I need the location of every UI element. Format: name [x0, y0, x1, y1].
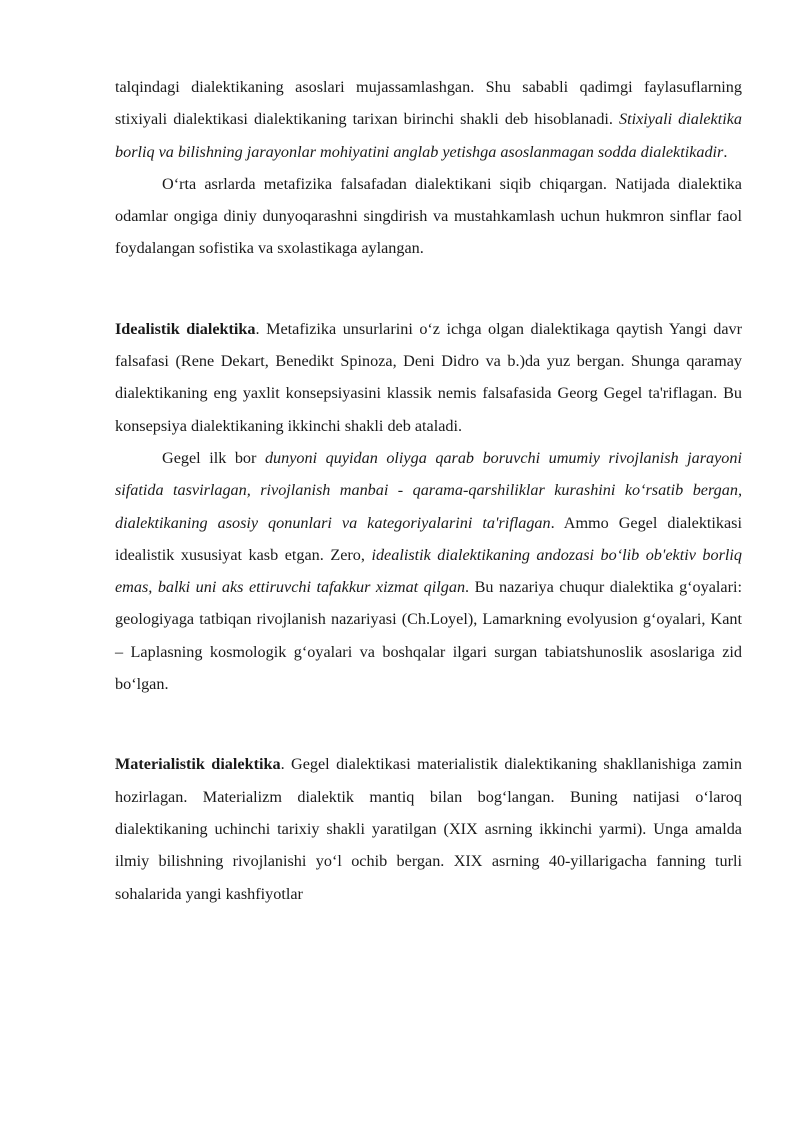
- italic-definition: Stixiyali dialektika borliq va bilishning jarayonlar mohiyatini anglab yetishga asoslanmagan sodda dialektikadir: [115, 110, 742, 161]
- paragraph-text: . Ammo Gegel dialektikasi idealistik xususiyat kasb etgan. Zero,: [115, 513, 742, 564]
- paragraph-middle-ages: O‘rta asrlarda metafizika falsafadan dialektikani siqib chiqargan. Natijada dialektika odamlar ongiga diniy dunyoqarashni singdirish va mustahkamlash uchun hukmron sinflar faol foydalangan sofistika va sxolastikaga aylangan.: [115, 174, 742, 258]
- paragraph-text: . Gegel dialektikasi materialistik dialektikaning shakllanishiga zamin hozirlagan. Materializm dialektik mantiq bilan bog‘langan. Buning natijasi o‘laroq dialektikaning uchinchi tarixiy shakli yaratilgan (XIX asrning ikkinchi yarmi). Unga amalda ilmiy bilishning rivojlanishi yo‘l ochib bergan. XIX asrning 40-yillarigacha fanning turli sohalarida yangi kashfiyotlar: [115, 755, 742, 903]
- section-heading-idealistic: Idealistik dialektika: [115, 319, 256, 338]
- italic-idealistic-model: idealistik dialektikaning andozasi bo‘lib ob'ektiv borliq emas, balki uni aks ettiruvchi tafakkur xizmat qilgan: [115, 545, 742, 597]
- paragraph-text: Gegel ilk bor: [162, 448, 265, 467]
- document-page: [115, 71, 742, 910]
- paragraph-ancient-dialectics: [115, 71, 742, 168]
- paragraph-idealistic-dialectics: [115, 313, 742, 442]
- paragraph-text: .: [723, 142, 728, 161]
- italic-hegel-contribution: dunyoni quyidan oliyga qarab boruvchi umumiy rivojlanish jarayoni sifatida tasvirlagan, rivojlanish manbai - qarama-qarshiliklar kurashini ko‘rsatib bergan, dialektikaning asosiy qonunlari va kategoriyalarini ta'riflagan: [115, 448, 742, 532]
- section-heading-materialistic: Materialistik dialektika: [115, 755, 281, 774]
- paragraph-text: . Metafizika unsurlarini o‘z ichga olgan dialektikaga qaytish Yangi davr falsafasi (Rene Dekart, Benedikt Spinoza, Deni Didro va b.)da yuz bergan. Shunga qaramay dialektikaning eng yaxlit konsepsiyasini klassik nemis falsafasida Georg Gegel ta'riflagan. Bu konsepsiya dialektikaning ikkinchi shakli deb ataladi.: [115, 319, 742, 435]
- paragraph-materialistic-dialectics: [115, 748, 742, 909]
- section-spacer: [115, 700, 742, 748]
- paragraph-text: talqindagi dialektikaning asoslari mujassamlashgan. Shu sababli qadimgi faylasuflarning stixiyali dialektikasi dialektikaning tarixan birinchi shakli deb hisoblanadi.: [115, 78, 742, 129]
- paragraph-hegel: [115, 442, 742, 700]
- paragraph-text: . Bu nazariya chuqur dialektika g‘oyalari: geologiyaga tatbiqan rivojlanish nazariyasi (Ch.Loyel), Lamarkning evolyusion g‘oyalari, Kant – Laplasning kosmologik g‘oyalari va boshqalar ilgari surgan tabiatshunoslik asoslariga zid bo‘lgan.: [115, 578, 742, 694]
- section-spacer: [115, 265, 742, 313]
